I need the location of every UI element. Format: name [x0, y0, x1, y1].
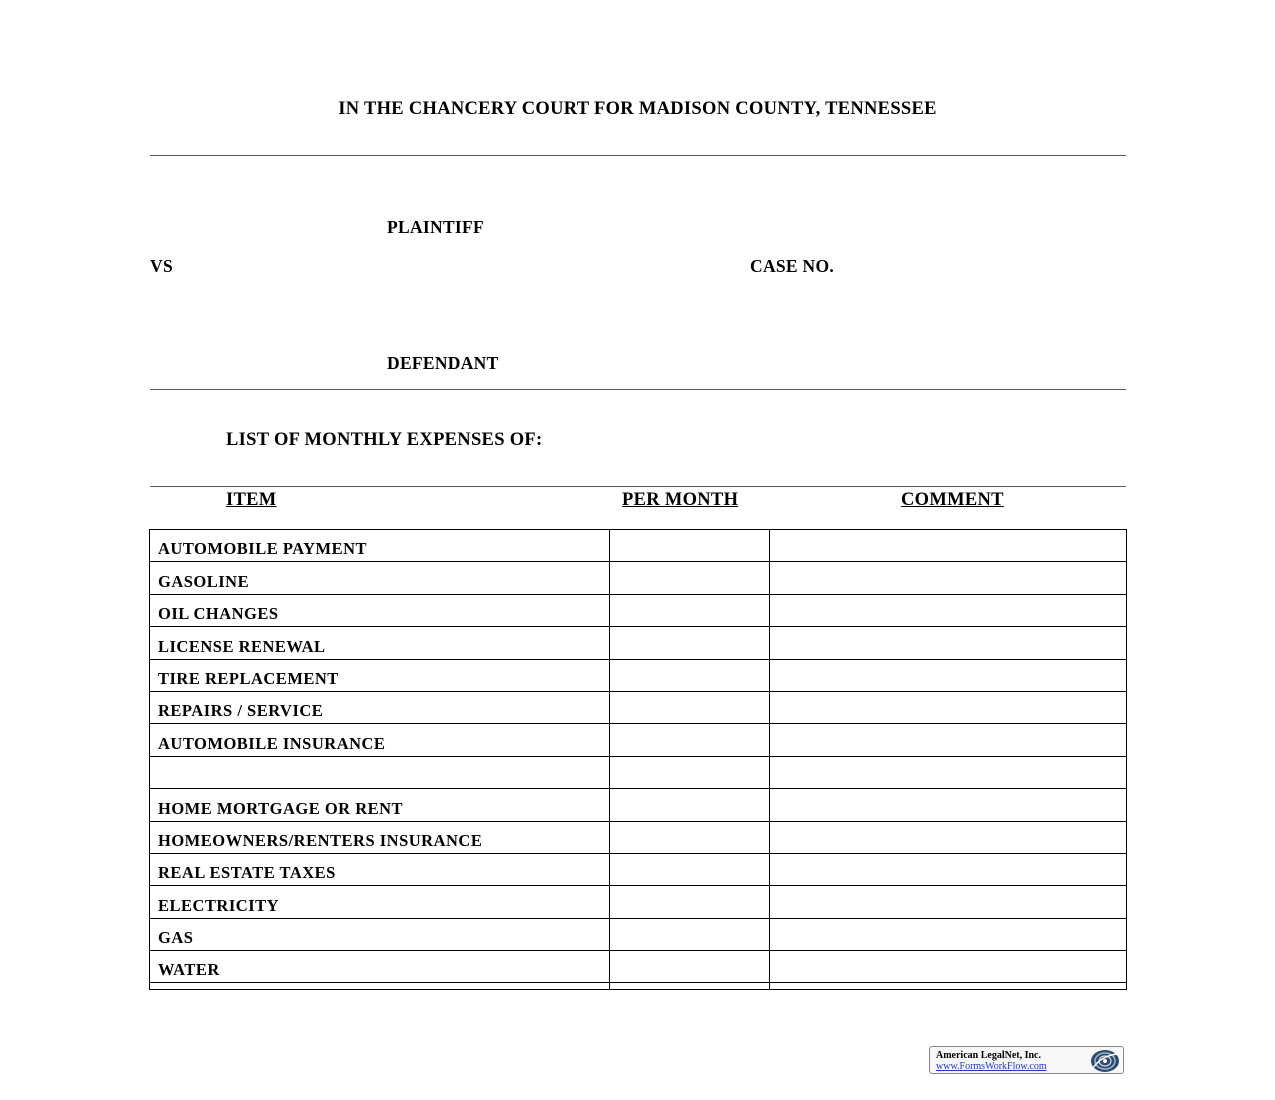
column-header-item: ITEM — [226, 490, 277, 510]
table-row — [150, 594, 1127, 626]
table-row — [150, 886, 1127, 918]
comment-cell[interactable] — [770, 918, 1127, 950]
item-cell: GASOLINE — [150, 562, 610, 594]
item-cell: GAS — [150, 918, 610, 950]
divider-top — [150, 155, 1126, 156]
per-month-cell[interactable] — [610, 562, 770, 594]
comment-cell[interactable] — [770, 853, 1127, 885]
per-month-cell[interactable] — [610, 627, 770, 659]
per-month-cell[interactable] — [610, 724, 770, 756]
per-month-cell[interactable] — [610, 659, 770, 691]
company-name: American LegalNet, Inc. — [936, 1050, 1041, 1061]
list-title: LIST OF MONTHLY EXPENSES OF: — [226, 430, 543, 450]
comment-cell[interactable] — [770, 594, 1127, 626]
per-month-cell[interactable] — [610, 821, 770, 853]
comment-cell[interactable] — [770, 789, 1127, 821]
divider-table-top — [150, 486, 1126, 487]
comment-cell[interactable] — [770, 821, 1127, 853]
item-cell: AUTOMOBILE INSURANCE — [150, 724, 610, 756]
table-row — [150, 530, 1127, 562]
per-month-cell[interactable] — [610, 951, 770, 983]
item-cell: WATER — [150, 951, 610, 983]
comment-cell[interactable] — [770, 724, 1127, 756]
item-cell: REPAIRS / SERVICE — [150, 691, 610, 723]
table-row — [150, 951, 1127, 983]
table-row — [150, 659, 1127, 691]
item-cell: ELECTRICITY — [150, 886, 610, 918]
divider-middle — [150, 389, 1126, 390]
table-row — [150, 724, 1127, 756]
defendant-label: DEFENDANT — [387, 353, 499, 373]
per-month-cell[interactable] — [610, 756, 770, 788]
item-cell: HOME MORTGAGE OR RENT — [150, 789, 610, 821]
item-cell: OIL CHANGES — [150, 594, 610, 626]
comment-cell[interactable] — [770, 530, 1127, 562]
case-no-label: CASE NO. — [750, 256, 835, 276]
comment-cell[interactable] — [770, 951, 1127, 983]
comment-cell[interactable] — [770, 627, 1127, 659]
website-link[interactable]: www.FormsWorkFlow.com — [936, 1061, 1047, 1072]
per-month-cell[interactable] — [610, 853, 770, 885]
table-row — [150, 789, 1127, 821]
column-header-comment: COMMENT — [901, 490, 1004, 510]
table-row-continued — [150, 983, 1127, 990]
globe-logo-icon — [1087, 1048, 1121, 1074]
empty-cell — [610, 983, 770, 990]
item-cell: HOMEOWNERS/RENTERS INSURANCE — [150, 821, 610, 853]
plaintiff-label: PLAINTIFF — [387, 217, 485, 237]
per-month-cell[interactable] — [610, 594, 770, 626]
per-month-cell[interactable] — [610, 789, 770, 821]
item-cell: TIRE REPLACEMENT — [150, 659, 610, 691]
comment-cell[interactable] — [770, 691, 1127, 723]
item-cell — [150, 756, 610, 788]
comment-cell[interactable] — [770, 562, 1127, 594]
per-month-cell[interactable] — [610, 691, 770, 723]
item-cell: AUTOMOBILE PAYMENT — [150, 530, 610, 562]
table-row — [150, 756, 1127, 788]
empty-cell — [770, 983, 1127, 990]
expenses-table — [149, 529, 1127, 990]
vs-label: VS — [150, 256, 173, 276]
footer-badge[interactable] — [929, 1046, 1124, 1074]
comment-cell[interactable] — [770, 756, 1127, 788]
per-month-cell[interactable] — [610, 530, 770, 562]
item-cell: REAL ESTATE TAXES — [150, 853, 610, 885]
table-row — [150, 918, 1127, 950]
per-month-cell[interactable] — [610, 886, 770, 918]
comment-cell[interactable] — [770, 659, 1127, 691]
court-title: IN THE CHANCERY COURT FOR MADISON COUNTY, TENNESSEE — [338, 99, 937, 119]
per-month-cell[interactable] — [610, 918, 770, 950]
empty-cell — [150, 983, 610, 990]
table-row — [150, 627, 1127, 659]
table-row — [150, 691, 1127, 723]
column-header-per-month: PER MONTH — [622, 490, 739, 510]
table-row — [150, 821, 1127, 853]
table-row — [150, 853, 1127, 885]
table-row — [150, 562, 1127, 594]
item-cell: LICENSE RENEWAL — [150, 627, 610, 659]
comment-cell[interactable] — [770, 886, 1127, 918]
